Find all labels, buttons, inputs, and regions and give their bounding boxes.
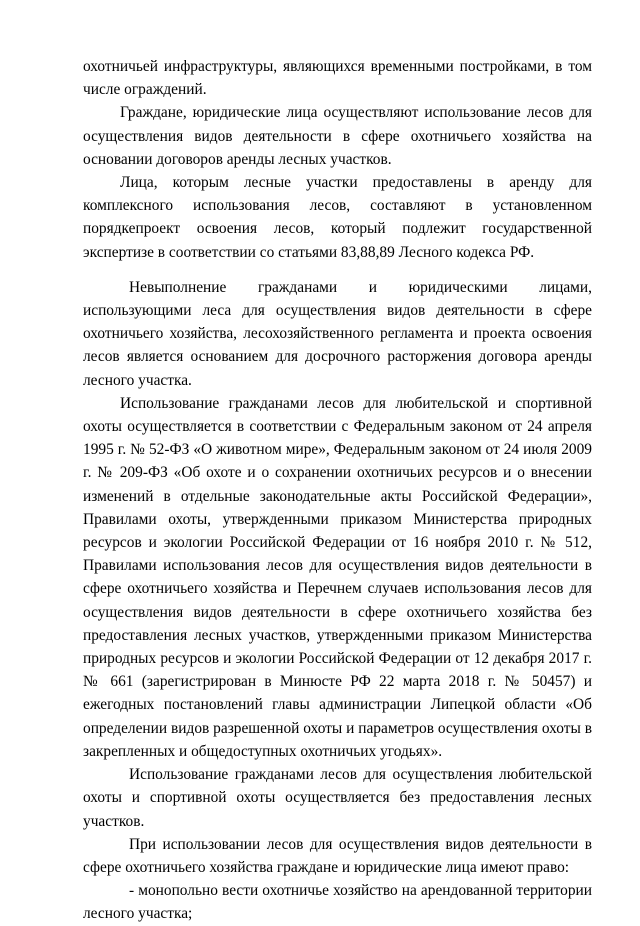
paragraph-1: охотничьей инфраструктуры, являющихся временными постройками, в том числе ограждений.: [83, 58, 592, 99]
paragraph-7: При использовании лесов для осуществления видов деятельности в сфере охотничьего хозяйства граждане и юридические лица имеют право:: [83, 835, 592, 876]
paragraph-8-list-item: - монопольно вести охотничье хозяйство на арендованной территории лесного участка;: [83, 882, 592, 923]
document-page: [83, 55, 592, 926]
paragraph-2: Граждане, юридические лица осуществляют использование лесов для осуществления видов деятельности в сфере охотничьего хозяйства на основании договоров аренды лесных участков.: [83, 104, 592, 168]
paragraph-4: Невыполнение гражданами и юридическими лицами, использующими леса для осуществления видов деятельности в сфере охотничьего хозяйства, лесохозяйственного регламента и проекта освоения лесов является основанием для досрочного расторжения договора аренды лесного участка.: [83, 278, 592, 389]
paragraph-6: Использование гражданами лесов для осуществления любительской охоты и спортивной охоты осуществляется без предоставления лесных участков.: [83, 766, 592, 830]
paragraph-5: Использование гражданами лесов для любительской и спортивной охоты осуществляется в соответствии с Федеральным законом от 24 апреля 1995 г. № 52-ФЗ «О животном мире», Федеральным законом от 24 июля 2009 г. № 209-ФЗ «Об охоте и о сохранении охотничьих ресурсов и о внесении изменений в отдельные законодательные акты Российской Федерации», Правилами охоты, утвержденными приказом Министерства природных ресурсов и экологии Российской Федерации от 16 ноября 2010 г. № 512, Правилами использования лесов для осуществления видов деятельности в сфере охотничьего хозяйства и Перечнем случаев использования лесов для осуществления видов деятельности в сфере охотничьего хозяйства без предоставления лесных участков, утвержденными приказом Министерства природных ресурсов и экологии Российской Федерации от 12 декабря 2017 г. № 661 (зарегистрирован в Минюсте РФ 22 марта 2018 г. № 50457) и ежегодных постановлений главы администрации Липецкой области «Об определении видов разрешенной охоты и параметров осуществления охоты в закрепленных и общедоступных охотничьих угодьях».: [83, 394, 592, 760]
paragraph-3: Лица, которым лесные участки предоставлены в аренду для комплексного использования лесов, составляют в установленном порядкепроект освоения лесов, который подлежит государственной экспертизе в соответствии со статьями 83,88,89 Лесного кодекса РФ.: [83, 174, 592, 261]
